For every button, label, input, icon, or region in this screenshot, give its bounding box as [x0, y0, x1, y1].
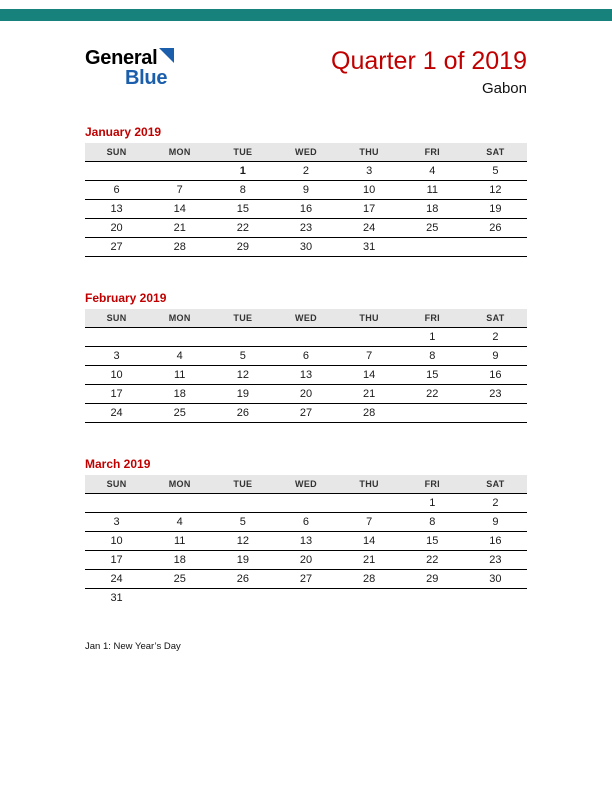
weekday-header: FRI: [401, 475, 464, 494]
month-title: March 2019: [85, 456, 151, 471]
month-january: [85, 125, 527, 257]
empty-cell: [211, 588, 274, 607]
day-cell: 18: [401, 199, 464, 218]
week-row: [85, 493, 527, 512]
day-cell: 29: [401, 569, 464, 588]
weekday-header: TUE: [211, 309, 274, 328]
day-cell: 4: [148, 512, 211, 531]
day-cell: 24: [85, 403, 148, 422]
day-cell: 5: [464, 161, 527, 180]
day-cell: 13: [274, 531, 337, 550]
empty-cell: [148, 161, 211, 180]
day-cell: 31: [110, 591, 123, 604]
day-cell: 19: [211, 384, 274, 403]
day-cell: 22: [211, 218, 274, 237]
empty-cell: [338, 493, 401, 512]
day-cell: 22: [401, 384, 464, 403]
weekday-header: THU: [338, 475, 401, 494]
calendar-table: [85, 475, 527, 607]
day-cell: 24: [85, 569, 148, 588]
week-row: [85, 569, 527, 588]
logo-triangle-icon: [159, 48, 174, 63]
weekday-header: SUN: [85, 143, 148, 162]
weekday-header: THU: [338, 143, 401, 162]
calendar-table: [85, 309, 527, 423]
empty-cell: [211, 327, 274, 346]
day-cell: 29: [211, 237, 274, 256]
weekday-header: FRI: [401, 309, 464, 328]
week-row: [85, 403, 527, 422]
day-cell: 15: [401, 365, 464, 384]
day-cell: 30: [274, 237, 337, 256]
weekday-header-row: [85, 475, 527, 494]
week-row: [85, 161, 527, 180]
week-row: [85, 327, 527, 346]
logo-word-general: [85, 48, 174, 68]
day-cell: 11: [148, 365, 211, 384]
day-cell: 14: [338, 365, 401, 384]
day-cell: 6: [274, 512, 337, 531]
empty-cell: [85, 493, 148, 512]
weekday-header: SAT: [464, 143, 527, 162]
page-title: Quarter 1 of 2019: [331, 47, 527, 75]
empty-cell: [464, 403, 527, 422]
weekday-header: SAT: [464, 309, 527, 328]
day-cell: 21: [338, 384, 401, 403]
day-cell: 3: [85, 512, 148, 531]
logo-text-general: General: [85, 47, 158, 69]
day-cell: 8: [211, 180, 274, 199]
weekday-header: THU: [338, 309, 401, 328]
weekday-header: SUN: [85, 475, 148, 494]
week-row: [85, 180, 527, 199]
day-cell: 5: [211, 512, 274, 531]
empty-cell: [211, 493, 274, 512]
day-cell: 7: [338, 346, 401, 365]
day-cell: 16: [464, 531, 527, 550]
week-row: [85, 237, 527, 256]
empty-cell: [401, 588, 464, 607]
day-cell: 19: [464, 199, 527, 218]
day-cell: 27: [274, 569, 337, 588]
weekday-header: MON: [148, 309, 211, 328]
day-cell: 7: [148, 180, 211, 199]
day-cell: 5: [211, 346, 274, 365]
weekday-header: TUE: [211, 143, 274, 162]
week-row: [85, 531, 527, 550]
page-header: [85, 48, 527, 97]
weekday-header: WED: [274, 143, 337, 162]
day-cell: 2: [464, 327, 527, 346]
day-cell: 25: [148, 569, 211, 588]
weekday-header: SAT: [464, 475, 527, 494]
day-cell: 26: [464, 218, 527, 237]
day-cell: 30: [464, 569, 527, 588]
day-cell: 2: [464, 493, 527, 512]
day-cell: 1: [211, 161, 274, 180]
day-cell: 11: [401, 180, 464, 199]
week-row: [85, 218, 527, 237]
day-cell: 16: [464, 365, 527, 384]
day-cell: 18: [148, 384, 211, 403]
day-cell: 4: [401, 161, 464, 180]
day-cell: 31: [338, 237, 401, 256]
day-cell: 1: [401, 493, 464, 512]
top-accent-bar: [0, 9, 612, 21]
day-cell: 27: [274, 403, 337, 422]
day-cell: 23: [274, 218, 337, 237]
day-cell: 11: [148, 531, 211, 550]
day-cell: 1: [401, 327, 464, 346]
day-cell: 21: [338, 550, 401, 569]
general-blue-logo: [85, 48, 174, 89]
weekday-header: WED: [274, 475, 337, 494]
empty-cell: [401, 403, 464, 422]
day-cell: 3: [85, 346, 148, 365]
month-title: February 2019: [85, 290, 167, 305]
day-cell: 28: [338, 403, 401, 422]
day-cell: 20: [274, 550, 337, 569]
day-cell: 26: [211, 569, 274, 588]
holiday-note: Jan 1: New Year’s Day: [85, 640, 181, 652]
calendars-container: [85, 125, 527, 607]
day-cell: 8: [401, 346, 464, 365]
weekday-header: TUE: [211, 475, 274, 494]
empty-cell: [148, 588, 211, 607]
day-cell: 14: [338, 531, 401, 550]
day-cell: 19: [211, 550, 274, 569]
weekday-header: WED: [274, 309, 337, 328]
day-cell: 20: [85, 218, 148, 237]
day-cell: 3: [338, 161, 401, 180]
empty-cell: [85, 161, 148, 180]
month-title: January 2019: [85, 124, 162, 139]
day-cell: 28: [338, 569, 401, 588]
weekday-header: MON: [148, 143, 211, 162]
title-block: [331, 48, 527, 97]
week-row: [85, 346, 527, 365]
weekday-header: SUN: [85, 309, 148, 328]
day-cell: 13: [85, 199, 148, 218]
week-row: [85, 199, 527, 218]
week-row: [85, 365, 527, 384]
day-cell: 16: [274, 199, 337, 218]
empty-cell: [401, 237, 464, 256]
day-cell: 15: [401, 531, 464, 550]
empty-cell: [464, 588, 527, 607]
day-cell: 23: [464, 384, 527, 403]
day-cell: 10: [85, 365, 148, 384]
week-row: [85, 384, 527, 403]
day-cell: 28: [148, 237, 211, 256]
day-cell: 20: [274, 384, 337, 403]
day-cell: 18: [148, 550, 211, 569]
week-row: [85, 512, 527, 531]
day-cell: 22: [401, 550, 464, 569]
country-label: Gabon: [481, 79, 527, 97]
month-march: [85, 457, 527, 607]
day-cell: 25: [401, 218, 464, 237]
day-cell: 4: [148, 346, 211, 365]
month-february: [85, 291, 527, 423]
day-cell: 9: [274, 180, 337, 199]
week-row: [85, 588, 527, 607]
day-cell: 6: [274, 346, 337, 365]
day-cell: 14: [148, 199, 211, 218]
week-row: [85, 550, 527, 569]
empty-cell: [148, 493, 211, 512]
day-cell: 15: [211, 199, 274, 218]
empty-cell: [274, 327, 337, 346]
empty-cell: [85, 327, 148, 346]
day-cell: 17: [85, 384, 148, 403]
day-cell: 13: [274, 365, 337, 384]
day-cell: 25: [148, 403, 211, 422]
day-cell: 17: [85, 550, 148, 569]
day-cell: 24: [338, 218, 401, 237]
day-cell: 10: [338, 180, 401, 199]
day-cell: 8: [401, 512, 464, 531]
weekday-header: FRI: [401, 143, 464, 162]
logo-word-blue: Blue: [125, 67, 168, 90]
day-cell: 7: [338, 512, 401, 531]
weekday-header-row: [85, 309, 527, 328]
day-cell: 26: [211, 403, 274, 422]
day-cell: 9: [464, 512, 527, 531]
day-cell: 21: [148, 218, 211, 237]
weekday-header: MON: [148, 475, 211, 494]
day-cell: 9: [464, 346, 527, 365]
day-cell: 10: [85, 531, 148, 550]
weekday-header-row: [85, 143, 527, 162]
day-cell: 12: [211, 365, 274, 384]
calendar-table: [85, 143, 527, 257]
day-cell: 6: [85, 180, 148, 199]
empty-cell: [464, 237, 527, 256]
day-cell: 27: [85, 237, 148, 256]
empty-cell: [148, 327, 211, 346]
day-cell: 2: [274, 161, 337, 180]
day-cell: 23: [464, 550, 527, 569]
empty-cell: [274, 588, 337, 607]
empty-cell: [338, 327, 401, 346]
empty-cell: [338, 588, 401, 607]
day-cell: 12: [211, 531, 274, 550]
empty-cell: [274, 493, 337, 512]
day-cell: 17: [338, 199, 401, 218]
day-cell: 12: [464, 180, 527, 199]
